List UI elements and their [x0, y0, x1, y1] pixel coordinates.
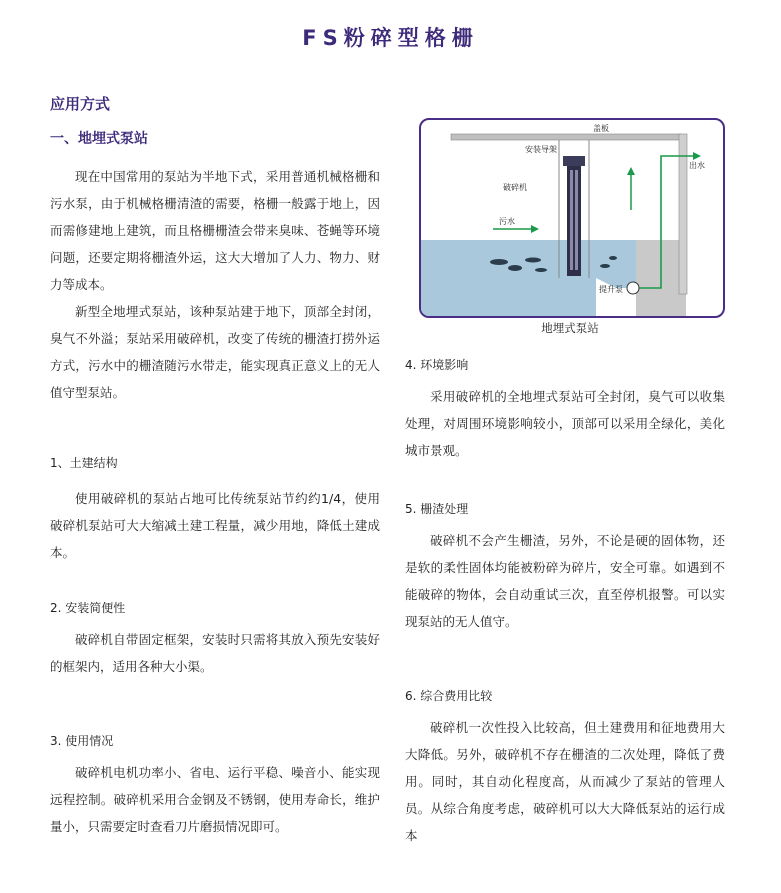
label-cover: 盖板 [593, 124, 609, 133]
label-sewage: 污水 [499, 217, 515, 226]
paragraph: 新型全地埋式泵站，该种泵站建于地下，顶部全封闭，臭气不外溢；泵站采用破碎机，改变了传统的栅渣打捞外运方式，污水中的栅渣随污水带走，能实现真正意义上的无人值守型泵站。 [50, 304, 380, 400]
section-4 [405, 352, 725, 464]
section-3 [50, 728, 380, 840]
guide-frame [563, 156, 585, 166]
pump-icon [627, 282, 639, 294]
outlet-arrow-icon [693, 152, 701, 160]
crusher-shaft [567, 166, 581, 276]
section-title: 2. 安装简便性 [50, 601, 126, 615]
section-2 [50, 595, 380, 680]
paragraph: 破碎机自带固定框架，安装时只需将其放入预先安装好的框架内，适用各种大小渠。 [50, 632, 380, 674]
diagram-caption: 地埋式泵站 [541, 321, 599, 335]
section-heading: 应用方式 [50, 95, 111, 113]
section-title: 1、土建结构 [50, 456, 118, 470]
page-title: FS粉碎型格栅 [302, 26, 479, 50]
label-crusher: 破碎机 [503, 183, 527, 192]
section-title: 6. 综合费用比较 [405, 689, 493, 703]
pump-station-diagram [419, 118, 725, 318]
paragraph: 现在中国常用的泵站为半地下式，采用普通机械格栅和污水泵，由于机械格栅清渣的需要，格栅一般露于地上，因而需修建地上建筑，而且格栅栅渣会带来臭味、苍蝇等环境问题，还要定期将栅渣外运，这大大增加了人力、物力、财力等成本。 [50, 169, 380, 292]
station-wall [679, 134, 687, 294]
cover-slab [451, 134, 681, 140]
section-title: 5. 栅渣处理 [405, 502, 469, 516]
subsection-heading: 一、地埋式泵站 [50, 131, 148, 147]
intro-text [50, 163, 380, 406]
paragraph: 破碎机电机功率小、省电、运行平稳、噪音小、能实现远程控制。破碎机采用合金钢及不锈钢，使用寿命长，维护量小，只需要定时查看刀片磨损情况即可。 [50, 765, 380, 834]
paragraph: 破碎机一次性投入比较高，但土建费用和征地费用大大降低。另外，破碎机不存在栅渣的二次处理，降低了费用。同时，其自动化程度高，从而减少了泵站的管理人员。从综合角度考虑，破碎机可以大大降低泵站的运行成本 [405, 720, 725, 843]
flow-arrow-icon [531, 225, 539, 233]
up-arrow-icon [627, 167, 635, 175]
section-6 [405, 683, 725, 849]
section-title: 3. 使用情况 [50, 734, 114, 748]
section-title: 4. 环境影响 [405, 358, 469, 372]
paragraph: 采用破碎机的全地埋式泵站可全封闭，臭气可以收集处理，对周围环境影响较小，顶部可以采用全绿化，美化城市景观。 [405, 389, 725, 458]
section-5 [405, 496, 725, 635]
paragraph: 使用破碎机的泵站占地可比传统泵站节约约1/4，使用破碎机泵站可大大缩减土建工程量，减少用地，降低土建成本。 [50, 491, 380, 560]
diagram-svg [421, 120, 723, 316]
label-guide: 安装导架 [525, 145, 557, 154]
label-outlet: 出水 [689, 161, 705, 170]
label-pump: 提升泵 [599, 285, 623, 294]
section-1 [50, 450, 380, 566]
paragraph: 破碎机不会产生栅渣，另外，不论是硬的固体物，还是软的柔性固体均能被粉碎为碎片，安全可靠。如遇到不能破碎的物体，会自动重试三次，直至停机报警。可以实现泵站的无人值守。 [405, 533, 725, 629]
